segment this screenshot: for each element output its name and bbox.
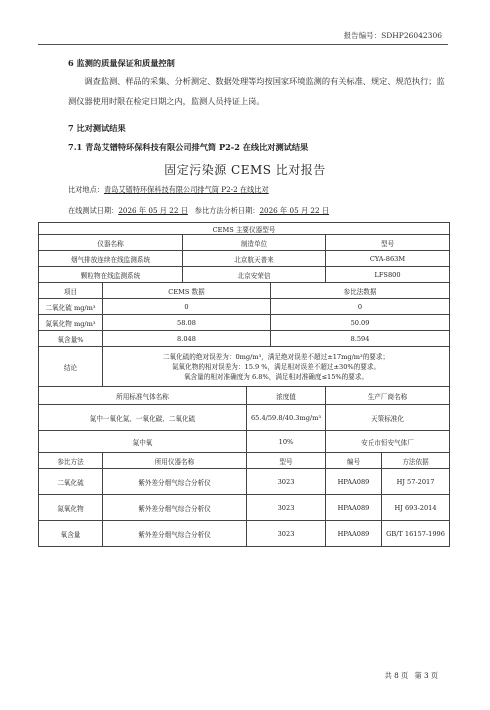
table-cell: CYA-863M [326,251,450,267]
table-row [39,299,450,315]
table-row [39,223,450,235]
table-cell: LFS800 [326,267,450,283]
col-header: 浓度值 [247,387,326,405]
cems-models-title: CEMS 主要仪器型号 [39,223,450,235]
table-cell: HPAA089 [326,469,382,495]
table-cell: 8.048 [103,331,271,347]
table-cell: 紫外差分烟气综合分析仪 [103,469,247,495]
col-header: 型号 [326,235,450,251]
compare-place-label: 比对地点： [68,185,104,194]
table-row [39,251,450,267]
table-row [39,405,450,431]
table-row [39,235,450,251]
table-cell: 10% [247,431,326,453]
table-row [39,495,450,521]
col-header: 参比法数据 [271,283,450,299]
current-page: 第 3 页 [414,671,438,680]
table-cell: 紫外差分烟气综合分析仪 [103,521,247,547]
table-cell: 烟气排放连续在线监测系统 [39,251,183,267]
table-cell: 58.08 [103,315,271,331]
col-header: 方法依据 [382,453,450,469]
table-cell: 3023 [247,469,326,495]
table-cell: 二氧化硫 [39,469,103,495]
section-6-body: 调查监测、样品的采集、分析测定、数据处理等均按国家环境监测的有关标准、规定、规范执行；监测仪器使用时限在检定日期之内，监测人员持证上岗。 [68,76,445,106]
cems-comparison-table [38,222,450,547]
conclusion-label: 结论 [39,347,103,387]
table-cell: 65.4/59.8/40.3mg/m³ [247,405,326,431]
col-header: 项目 [39,283,103,299]
test-dates [68,206,329,216]
col-header: CEMS 数据 [103,283,271,299]
table-row [39,387,450,405]
section-6-heading: 6 监测的质量保证和质量控制 [68,58,175,68]
table-cell: 8.594 [271,331,450,347]
test-date-label: 在线测试日期： [68,206,119,215]
table-cell: 3023 [247,495,326,521]
table-cell: 3023 [247,521,326,547]
table-row [39,453,450,469]
col-header: 型号 [247,453,326,469]
table-row [39,331,450,347]
ref-date-value: 2026 年 05 月 22 日 [259,206,330,215]
section-7-1-heading: 7.1 青岛艾镨特环保科技有限公司排气筒 P2-2 在线比对测试结果 [68,142,309,152]
col-header: 所用标准气体名称 [39,387,247,405]
table-cell: 氮中氧 [39,431,247,453]
table-cell: 北京航天普来 [183,251,326,267]
table-cell: 氮氧化物 mg/m³ [39,315,103,331]
conclusion-line: 二氧化硫的绝对误差为：0mg/m³，满足绝对误差不超过±17mg/m³的要求； [162,352,390,361]
total-pages: 共 8 页 [384,671,409,680]
table-cell: 氧含量 [39,521,103,547]
table-cell: 氮氧化物 [39,495,103,521]
compare-place [68,185,269,195]
table-cell: 50.09 [271,315,450,331]
col-header: 生产厂商名称 [326,387,450,405]
table-cell: HJ 57-2017 [382,469,450,495]
table-row [39,315,450,331]
col-header: 所用仪器名称 [103,453,247,469]
page-footer [381,671,438,681]
col-header: 参比方法 [39,453,103,469]
ref-date-label: 参比方法分析日期： [194,206,260,215]
section-7-heading: 7 比对测试结果 [68,123,126,133]
test-date-value: 2026 年 05 月 22 日 [118,206,188,215]
col-header: 仪器名称 [39,235,183,251]
report-number: 报告编号：SDHP26042306 [343,31,442,40]
table-cell: HPAA089 [326,495,382,521]
table-row [39,347,450,387]
table-row [39,469,450,495]
table-cell: 氮中一氧化氮、一氧化碳、二氧化硫 [39,405,247,431]
table-row [39,283,450,299]
table-cell: 二氧化硫 mg/m³ [39,299,103,315]
table-row [39,431,450,453]
table-cell: 颗粒物在线监测系统 [39,267,183,283]
col-header: 制造单位 [183,235,326,251]
report-title: 固定污染源 CEMS 比对报告 [164,163,326,177]
col-header: 编号 [326,453,382,469]
table-cell: 安丘市恒安气体厂 [326,431,450,453]
conclusion-line: 氮氧化物的相对误差为：15.9 %，满足相对误差不超过±30%的要求。 [171,362,381,371]
table-cell: 紫外差分烟气综合分析仪 [103,495,247,521]
table-row [39,267,450,283]
conclusion-text [103,347,450,387]
table-cell: 北京安荣信 [183,267,326,283]
conclusion-line: 氧含量的相对准确度为 6.8%，满足相对准确度≤15%的要求。 [183,372,369,381]
table-cell: 氧含量% [39,331,103,347]
table-row [39,521,450,547]
table-cell: HPAA089 [326,521,382,547]
table-cell: 0 [103,299,271,315]
compare-place-value: 青岛艾镨特环保科技有限公司排气筒 P2-2 在线比对 [103,185,269,194]
table-cell: HJ 693-2014 [382,495,450,521]
table-cell: 0 [271,299,450,315]
table-cell: GB/T 16157-1996 [382,521,450,547]
header-divider [38,44,448,45]
table-cell: 天策标准化 [326,405,450,431]
